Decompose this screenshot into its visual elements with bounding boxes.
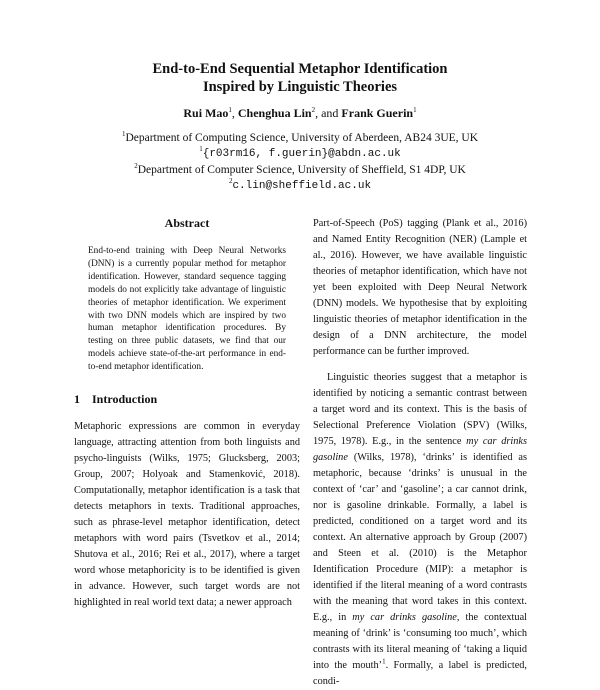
right-column: [313, 216, 527, 690]
intro-paragraph-1: Metaphoric expressions are common in everyday language, attracting attention from both linguists and psycho-linguists (Wilks, 1975; Glucksberg, 2003; Group, 2007; Holyoak and Stamenković, 2018). Computationally, metaphor identification is a task that detects metaphors in texts. Traditional approaches, such as phrase-level metaphor identification, detect metaphors with word pairs (Tsvetkov et al., 2014; Shutova et al., 2016; Rei et al., 2017), where a target word whose metaphoricity is to be identified is given in advance. However, such target words are not highlighted in real world text data; a newer approach: [74, 421, 300, 609]
p2-text-2: (Wilks, 1978), ‘drinks’ is identified as metaphoric, because ‘drinks’ is unusual in the context of ‘car’ and ‘gasoline’; a car cannot drink, nor is gasoline drinkable. Formally, a label is predicted, conditioned on a target word and its context. An alternative approach by Group (2007) and Steen et al. (2010) is the Metaphor Identification Procedure (MIP): a metaphor is identified if the literal meaning of a word contrasts with the meaning that word takes in this context. E.g., in: [313, 452, 527, 623]
affiliation-2-sup: 2: [134, 162, 138, 171]
author-1: Rui Mao: [183, 106, 229, 120]
section-number: 1: [74, 392, 80, 407]
author-3: Frank Guerin: [341, 106, 414, 120]
title-line-2: Inspired by Linguistic Theories: [202, 79, 398, 95]
right-paragraph-2: [313, 370, 527, 690]
abstract-heading: Abstract: [164, 216, 210, 230]
affiliation-2-email-text: c.lin@sheffield.ac.uk: [232, 180, 372, 192]
right-paragraph-1: Part-of-Speech (PoS) tagging (Plank et al., 2016) and Named Entity Recognition (NER) (Lample et al., 2016). However, we have available linguistic theories of metaphor identification, which have not yet been exploited with Deep Neural Network (DNN) models. We hypothesise that by exploiting linguistic theories of metaphor identification in the design of a DNN architecture, the model performance can be further improved.: [313, 218, 527, 357]
p2-example-1: my car drinks gasoline: [313, 436, 528, 463]
author-3-sup: 1: [413, 106, 417, 114]
section-heading-introduction: [74, 392, 300, 407]
affiliation-1: [0, 131, 600, 146]
affiliation-1-email: [0, 146, 600, 162]
affiliation-1-text: Department of Computing Science, University of Aberdeen, AB24 3UE, UK: [125, 132, 479, 144]
paper-title: [0, 60, 600, 96]
author-2-sup: 2: [311, 106, 316, 114]
author-sep-2: , and: [315, 106, 342, 120]
affiliation-1-email-text: {r03rm16, f.guerin}@abdn.ac.uk: [202, 148, 401, 160]
footnote-marker[interactable]: 1: [382, 657, 386, 666]
affiliation-2-email-sup: 2: [228, 177, 233, 186]
author-2: Chenghua Lin: [237, 106, 312, 120]
abstract-text: End-to-end training with Deep Neural Networks (DNN) is a currently popular method for metaphor identification. However, standard sequence tagging models do not explicitly take advantage of linguistic theories of metaphor identification. We experiment with two DNN models which are inspired by two human metaphor identification procedures. By testing on three public datasets, we find that our models achieve state-of-the-art performance in end-to-end metaphor identification.: [88, 246, 286, 373]
title-line-1: End-to-End Sequential Metaphor Identification: [152, 61, 448, 77]
author-list: [0, 105, 600, 121]
affiliation-2-text: Department of Computer Science, University of Sheffield, S1 4DP, UK: [137, 164, 466, 176]
section-title: Introduction: [92, 392, 158, 407]
p2-text-1: Linguistic theories suggest that a metaphor is identified by noticing a semantic contrast between a target word and its context. This is the basis of Selectional Preference Violation (SPV) (Wilks, 1975, 1978). E.g., in the sentence: [313, 372, 527, 447]
affiliation-2: [0, 163, 600, 178]
author-sep-1: ,: [231, 106, 238, 120]
p2-text-3: , the contextual meaning of ‘drink’ is ‘consuming too much’, which contrasts with its literal meaning of ‘taking a liquid into the mouth’: [313, 612, 527, 671]
affiliation-2-email: [0, 178, 600, 194]
affiliation-1-sup: 1: [121, 130, 126, 139]
author-1-sup: 1: [228, 106, 232, 114]
left-column: [74, 216, 300, 611]
p2-text-4: . Formally, a label is predicted, condi-: [313, 660, 528, 687]
p2-example-2: my car drinks gasoline: [352, 612, 457, 623]
affiliation-1-email-sup: 1: [199, 145, 203, 154]
